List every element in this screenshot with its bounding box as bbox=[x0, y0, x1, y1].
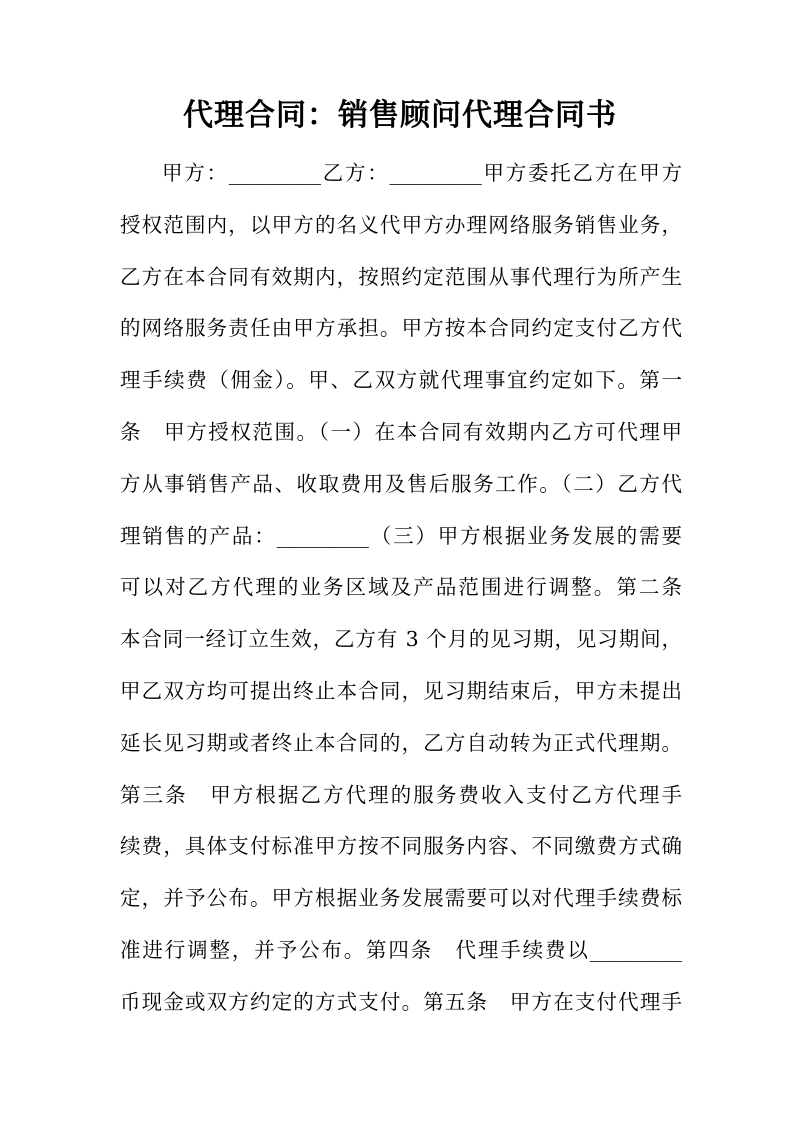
document-title: 代理合同：销售顾问代理合同书 bbox=[183, 98, 617, 133]
text-line: 第三条 甲方根据乙方代理的服务费收入支付乙方代理手 bbox=[120, 782, 682, 807]
text-line: 本合同一经订立生效，乙方有 3 个月的见习期，见习期间， bbox=[120, 627, 682, 652]
text-line: 甲方：_________乙方：_________甲方委托乙方在甲方 bbox=[162, 161, 682, 185]
text-line: 续费，具体支付标准甲方按不同服务内容、不同缴费方式确 bbox=[120, 834, 682, 859]
text-line: 币现金或双方约定的方式支付。第五条 甲方在支付代理手 bbox=[120, 989, 682, 1014]
text-line: 理销售的产品：_________（三）甲方根据业务发展的需要 bbox=[120, 523, 682, 548]
text-line: 乙方在本合同有效期内，按照约定范围从事代理行为所产生 bbox=[120, 264, 682, 289]
text-line: 条 甲方授权范围。（一）在本合同有效期内乙方可代理甲 bbox=[120, 419, 682, 444]
text-line: 延长见习期或者终止本合同的，乙方自动转为正式代理期。 bbox=[120, 730, 682, 755]
text-line: 可以对乙方代理的业务区域及产品范围进行调整。第二条 bbox=[120, 575, 682, 600]
text-line: 定，并予公布。甲方根据业务发展需要可以对代理手续费标 bbox=[120, 886, 682, 911]
text-line: 的网络服务责任由甲方承担。甲方按本合同约定支付乙方代 bbox=[120, 316, 682, 341]
text-line: 准进行调整，并予公布。第四条 代理手续费以_________ bbox=[120, 937, 682, 962]
text-line: 甲乙双方均可提出终止本合同，见习期结束后，甲方未提出 bbox=[120, 678, 682, 703]
text-line: 理手续费（佣金）。甲、乙双方就代理事宜约定如下。第一 bbox=[120, 368, 682, 393]
text-line: 授权范围内，以甲方的名义代甲方办理网络服务销售业务， bbox=[120, 212, 682, 237]
text-line: 方从事销售产品、收取费用及售后服务工作。（二）乙方代 bbox=[120, 471, 682, 496]
contract-body bbox=[120, 154, 682, 1035]
